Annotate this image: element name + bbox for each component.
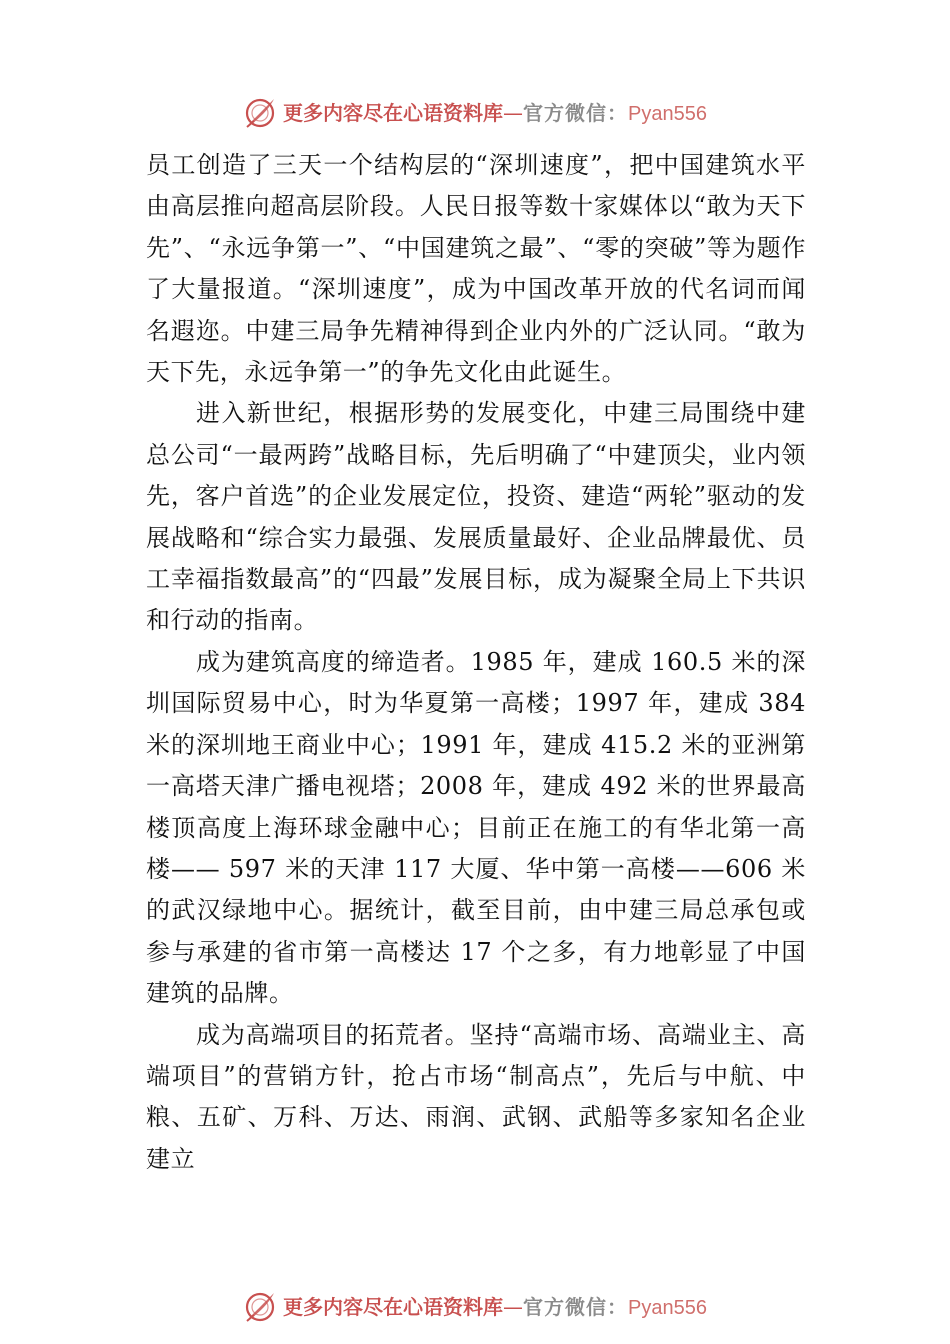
paragraph-3: 成为建筑高度的缔造者。1985 年，建成 160.5 米的深圳国际贸易中心，时为华夏第一高楼；1997 年，建成 384 米的深圳地王商业中心；1991 年，建成 415.2 米的亚洲第一高塔天津广播电视塔；2008 年，建成 492 米的世界最高楼顶高度上海环球金融中心；目前正在施工的有华北第一高楼—— 597 米的天津 117 大厦、华中第一高楼——606 米的武汉绿地中心。据统计，截至目前，由中建三局总承包或参与承建的省市第一高楼达 17 个之多，有力地彰显了中国建筑的品牌。 xyxy=(146,647,806,1008)
quill-seal-icon xyxy=(243,96,277,130)
footer-watermark xyxy=(0,1287,950,1327)
document-body xyxy=(146,145,806,1180)
header-watermark xyxy=(0,93,950,133)
watermark-dash: — xyxy=(503,100,524,125)
quill-seal-icon xyxy=(243,1290,277,1324)
paragraph-4: 成为高端项目的拓荒者。坚持“高端市场、高端业主、高端项目”的营销方针，抢占市场“制高点”，先后与中航、中粮、五矿、万科、万达、雨润、武钢、武船等多家知名企业建立 xyxy=(146,1020,806,1173)
watermark-contact-id: Pyan556 xyxy=(628,102,707,125)
watermark-text xyxy=(283,1294,707,1319)
watermark-contact-id: Pyan556 xyxy=(628,1296,707,1319)
watermark-dash: — xyxy=(503,1294,524,1319)
paragraph-2: 进入新世纪，根据形势的发展变化，中建三局围绕中建总公司“一最两跨”战略目标，先后明确了“中建顶尖，业内领先，客户首选”的企业发展定位，投资、建造“两轮”驱动的发展战略和“综合实力最强、发展质量最好、企业品牌最优、员工幸福指数最高”的“四最”发展目标，成为凝聚全局上下共识和行动的指南。 xyxy=(146,399,806,635)
watermark-text xyxy=(283,100,707,125)
watermark-brand: 更多内容尽在心语资料库 xyxy=(283,1294,504,1319)
watermark-brand: 更多内容尽在心语资料库 xyxy=(283,100,504,125)
watermark-contact-label: 官方微信： xyxy=(523,100,629,125)
paragraph-1: 员工创造了三天一个结构层的“深圳速度”，把中国建筑水平由高层推向超高层阶段。人民日报等数十家媒体以“敢为天下先”、“永远争第一”、“中国建筑之最”、“零的突破”等为题作了大量报道。“深圳速度”，成为中国改革开放的代名词而闻名遐迩。中建三局争先精神得到企业内外的广泛认同。“敢为天下先，永远争第一”的争先文化由此诞生。 xyxy=(146,151,806,387)
watermark-contact-label: 官方微信： xyxy=(523,1294,629,1319)
